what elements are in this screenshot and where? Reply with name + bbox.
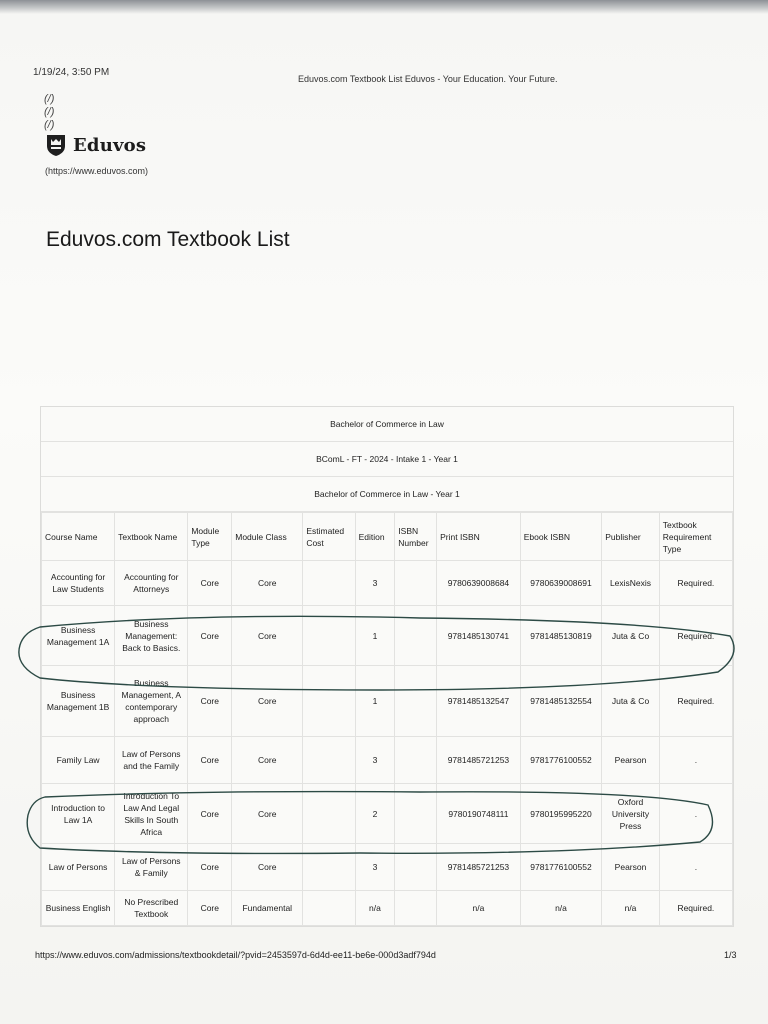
cell-edition: 3 [355, 737, 395, 784]
cell-publisher: Juta & Co [602, 666, 659, 737]
cell-edition: 1 [355, 666, 395, 737]
cell-module-class: Core [232, 844, 303, 891]
cell-textbook: Law of Persons and the Family [115, 737, 188, 784]
cell-ebook-isbn: 9780195995220 [520, 784, 602, 844]
column-header: Estimated Cost [303, 513, 355, 561]
footer-page-url[interactable]: https://www.eduvos.com/admissions/textbookdetail/?pvid=2453597d-6d4d-ee11-be6e-000d3adf794d [35, 950, 436, 960]
column-header: Print ISBN [437, 513, 521, 561]
cell-module-type: Core [188, 784, 232, 844]
cell-cost [303, 891, 355, 926]
cell-module-type: Core [188, 737, 232, 784]
cell-publisher: Pearson [602, 737, 659, 784]
table-header-row [42, 513, 733, 561]
cell-requirement: . [659, 784, 732, 844]
cell-module-type: Core [188, 606, 232, 666]
eduvos-logo[interactable] [45, 133, 146, 157]
cell-isbn [395, 666, 437, 737]
cell-module-type: Core [188, 844, 232, 891]
cell-requirement: . [659, 844, 732, 891]
cell-requirement: Required. [659, 666, 732, 737]
cell-print-isbn: 9781485721253 [437, 844, 521, 891]
cell-textbook: Introduction To Law And Legal Skills In South Africa [115, 784, 188, 844]
page-top-shadow [0, 0, 768, 14]
cell-textbook: Law of Persons & Family [115, 844, 188, 891]
cell-print-isbn: n/a [437, 891, 521, 926]
cell-ebook-isbn: 9781776100552 [520, 737, 602, 784]
cell-requirement: Required. [659, 561, 732, 606]
cell-ebook-isbn: 9781776100552 [520, 844, 602, 891]
table-caption-year: Bachelor of Commerce in Law - Year 1 [41, 477, 733, 512]
cell-cost [303, 784, 355, 844]
table-caption-intake: BComL - FT - 2024 - Intake 1 - Year 1 [41, 442, 733, 477]
glyph-line: (/) [44, 119, 55, 131]
cell-cost [303, 737, 355, 784]
cell-course: Family Law [42, 737, 115, 784]
cell-edition: n/a [355, 891, 395, 926]
cell-ebook-isbn: 9781485130819 [520, 606, 602, 666]
cell-publisher: LexisNexis [602, 561, 659, 606]
print-page-title: Eduvos.com Textbook List Eduvos - Your Education. Your Future. [298, 74, 558, 84]
cell-isbn [395, 737, 437, 784]
cell-course: Business Management 1A [42, 606, 115, 666]
cell-module-type: Core [188, 891, 232, 926]
skip-link-glyphs [44, 93, 54, 132]
cell-module-type: Core [188, 561, 232, 606]
cell-print-isbn: 9781485132547 [437, 666, 521, 737]
column-header: Course Name [42, 513, 115, 561]
cell-course: Business English [42, 891, 115, 926]
cell-isbn [395, 891, 437, 926]
crest-icon [45, 133, 67, 157]
column-header: ISBN Number [395, 513, 437, 561]
cell-module-class: Core [232, 666, 303, 737]
glyph-line: (/) [44, 106, 55, 118]
column-header: Textbook Name [115, 513, 188, 561]
cell-isbn [395, 606, 437, 666]
page-title: Eduvos.com Textbook List [46, 228, 290, 251]
cell-requirement: Required. [659, 606, 732, 666]
column-header: Publisher [602, 513, 659, 561]
table-caption-program: Bachelor of Commerce in Law [41, 407, 733, 442]
cell-ebook-isbn: 9780639008691 [520, 561, 602, 606]
cell-publisher: Pearson [602, 844, 659, 891]
cell-print-isbn: 9781485721253 [437, 737, 521, 784]
cell-course: Business Management 1B [42, 666, 115, 737]
cell-edition: 3 [355, 561, 395, 606]
column-header: Edition [355, 513, 395, 561]
cell-textbook: Business Management: Back to Basics. [115, 606, 188, 666]
column-header: Ebook ISBN [520, 513, 602, 561]
cell-print-isbn: 9780639008684 [437, 561, 521, 606]
table-row [42, 666, 733, 737]
cell-module-class: Core [232, 737, 303, 784]
cell-cost [303, 606, 355, 666]
cell-cost [303, 666, 355, 737]
cell-module-class: Fundamental [232, 891, 303, 926]
cell-module-class: Core [232, 561, 303, 606]
glyph-line: (/) [44, 93, 55, 105]
cell-isbn [395, 844, 437, 891]
column-header: Module Class [232, 513, 303, 561]
cell-edition: 2 [355, 784, 395, 844]
cell-course: Law of Persons [42, 844, 115, 891]
textbook-table [41, 512, 733, 926]
cell-ebook-isbn: 9781485132554 [520, 666, 602, 737]
cell-module-class: Core [232, 784, 303, 844]
table-row [42, 737, 733, 784]
table-row [42, 891, 733, 926]
cell-edition: 3 [355, 844, 395, 891]
table-row [42, 561, 733, 606]
cell-module-type: Core [188, 666, 232, 737]
logo-wordmark: Eduvos [73, 134, 147, 156]
cell-edition: 1 [355, 606, 395, 666]
logo-url[interactable]: (https://www.eduvos.com) [45, 166, 149, 176]
table-row [42, 844, 733, 891]
footer-page-number: 1/3 [724, 950, 737, 960]
cell-textbook: Accounting for Attorneys [115, 561, 188, 606]
cell-course: Accounting for Law Students [42, 561, 115, 606]
textbook-table-container [40, 406, 734, 927]
cell-isbn [395, 784, 437, 844]
cell-isbn [395, 561, 437, 606]
table-row [42, 606, 733, 666]
cell-cost [303, 844, 355, 891]
cell-print-isbn: 9781485130741 [437, 606, 521, 666]
cell-cost [303, 561, 355, 606]
column-header: Module Type [188, 513, 232, 561]
cell-textbook: Business Management, A contemporary approach [115, 666, 188, 737]
cell-publisher: Oxford University Press [602, 784, 659, 844]
cell-publisher: n/a [602, 891, 659, 926]
cell-ebook-isbn: n/a [520, 891, 602, 926]
table-row [42, 784, 733, 844]
cell-requirement: . [659, 737, 732, 784]
cell-module-class: Core [232, 606, 303, 666]
column-header: Textbook Requirement Type [659, 513, 732, 561]
cell-requirement: Required. [659, 891, 732, 926]
cell-textbook: No Prescribed Textbook [115, 891, 188, 926]
print-datetime: 1/19/24, 3:50 PM [33, 67, 110, 78]
cell-course: Introduction to Law 1A [42, 784, 115, 844]
cell-print-isbn: 9780190748111 [437, 784, 521, 844]
cell-publisher: Juta & Co [602, 606, 659, 666]
